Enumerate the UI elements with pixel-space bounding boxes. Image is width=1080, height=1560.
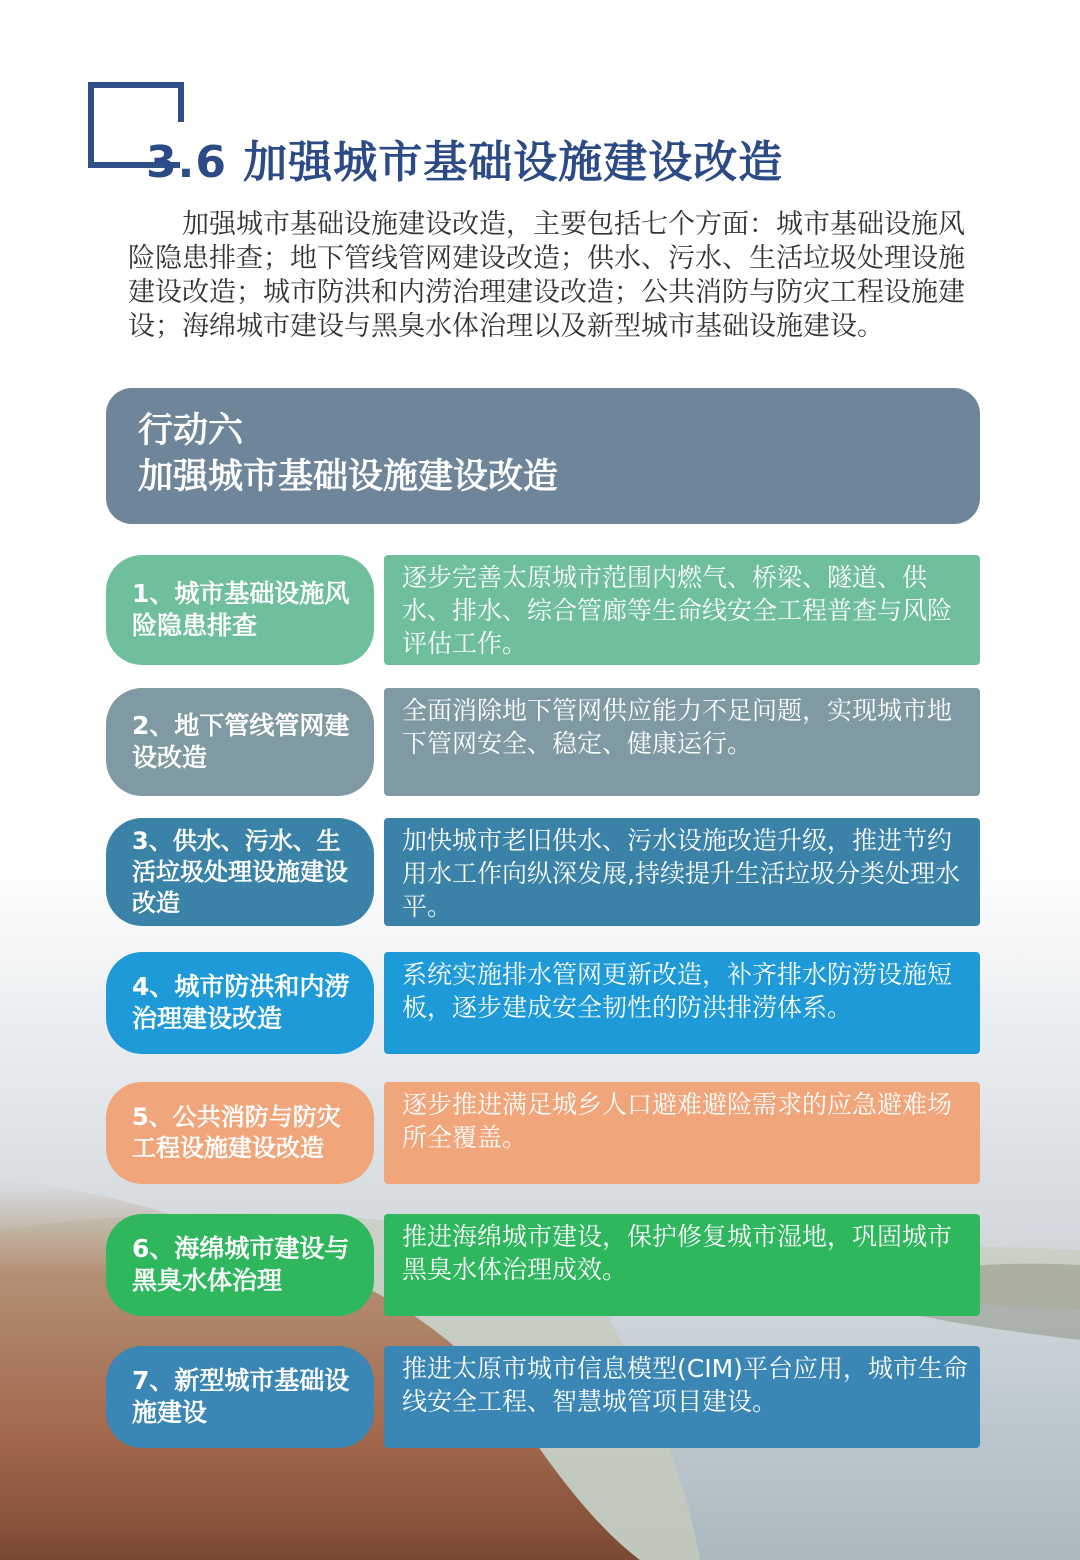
item-2-description: 全面消除地下管网供应能力不足问题，实现城市地下管网安全、稳定、健康运行。	[384, 688, 980, 796]
item-1-description: 逐步完善太原城市范围内燃气、桥梁、隧道、供水、排水、综合管廊等生命线安全工程普查与风险评估工作。	[384, 555, 980, 665]
item-7-pill: 7、新型城市基础设施建设	[106, 1346, 374, 1448]
item-3-pill: 3、供水、污水、生活垃圾处理设施建设改造	[106, 818, 374, 926]
item-5-pill: 5、公共消防与防灾工程设施建设改造	[106, 1082, 374, 1184]
item-6-description: 推进海绵城市建设，保护修复城市湿地，巩固城市黑臭水体治理成效。	[384, 1214, 980, 1316]
action-item-6	[106, 1214, 980, 1316]
action-header	[106, 388, 980, 524]
action-item-4	[106, 952, 980, 1054]
action-item-1	[106, 555, 980, 665]
item-6-pill: 6、海绵城市建设与黑臭水体治理	[106, 1214, 374, 1316]
item-3-description: 加快城市老旧供水、污水设施改造升级，推进节约用水工作向纵深发展,持续提升生活垃圾分类处理水平。	[384, 818, 980, 926]
action-item-7	[106, 1346, 980, 1448]
section-title: 3.6 加强城市基础设施建设改造	[146, 137, 784, 188]
action-item-3	[106, 818, 980, 926]
intro-paragraph: 加强城市基础设施建设改造，主要包括七个方面：城市基础设施风险隐患排查；地下管线管网建设改造；供水、污水、生活垃圾处理设施建设改造；城市防洪和内涝治理建设改造；公共消防与防灾工程设施建设；海绵城市建设与黑臭水体治理以及新型城市基础设施建设。	[128, 209, 965, 342]
item-4-description: 系统实施排水管网更新改造，补齐排水防涝设施短板，逐步建成安全韧性的防洪排涝体系。	[384, 952, 980, 1054]
item-2-pill: 2、地下管线管网建设改造	[106, 688, 374, 796]
action-label: 行动六	[138, 411, 244, 451]
action-item-5	[106, 1082, 980, 1184]
item-4-pill: 4、城市防洪和内涝治理建设改造	[106, 952, 374, 1054]
item-5-description: 逐步推进满足城乡人口避难避险需求的应急避难场所全覆盖。	[384, 1082, 980, 1184]
action-title: 加强城市基础设施建设改造	[138, 457, 559, 497]
item-7-description: 推进太原市城市信息模型(CIM)平台应用，城市生命线安全工程、智慧城管项目建设。	[384, 1346, 980, 1448]
title-bracket-tab	[178, 82, 184, 122]
action-item-2	[106, 688, 980, 796]
item-1-pill: 1、城市基础设施风险隐患排查	[106, 555, 374, 665]
